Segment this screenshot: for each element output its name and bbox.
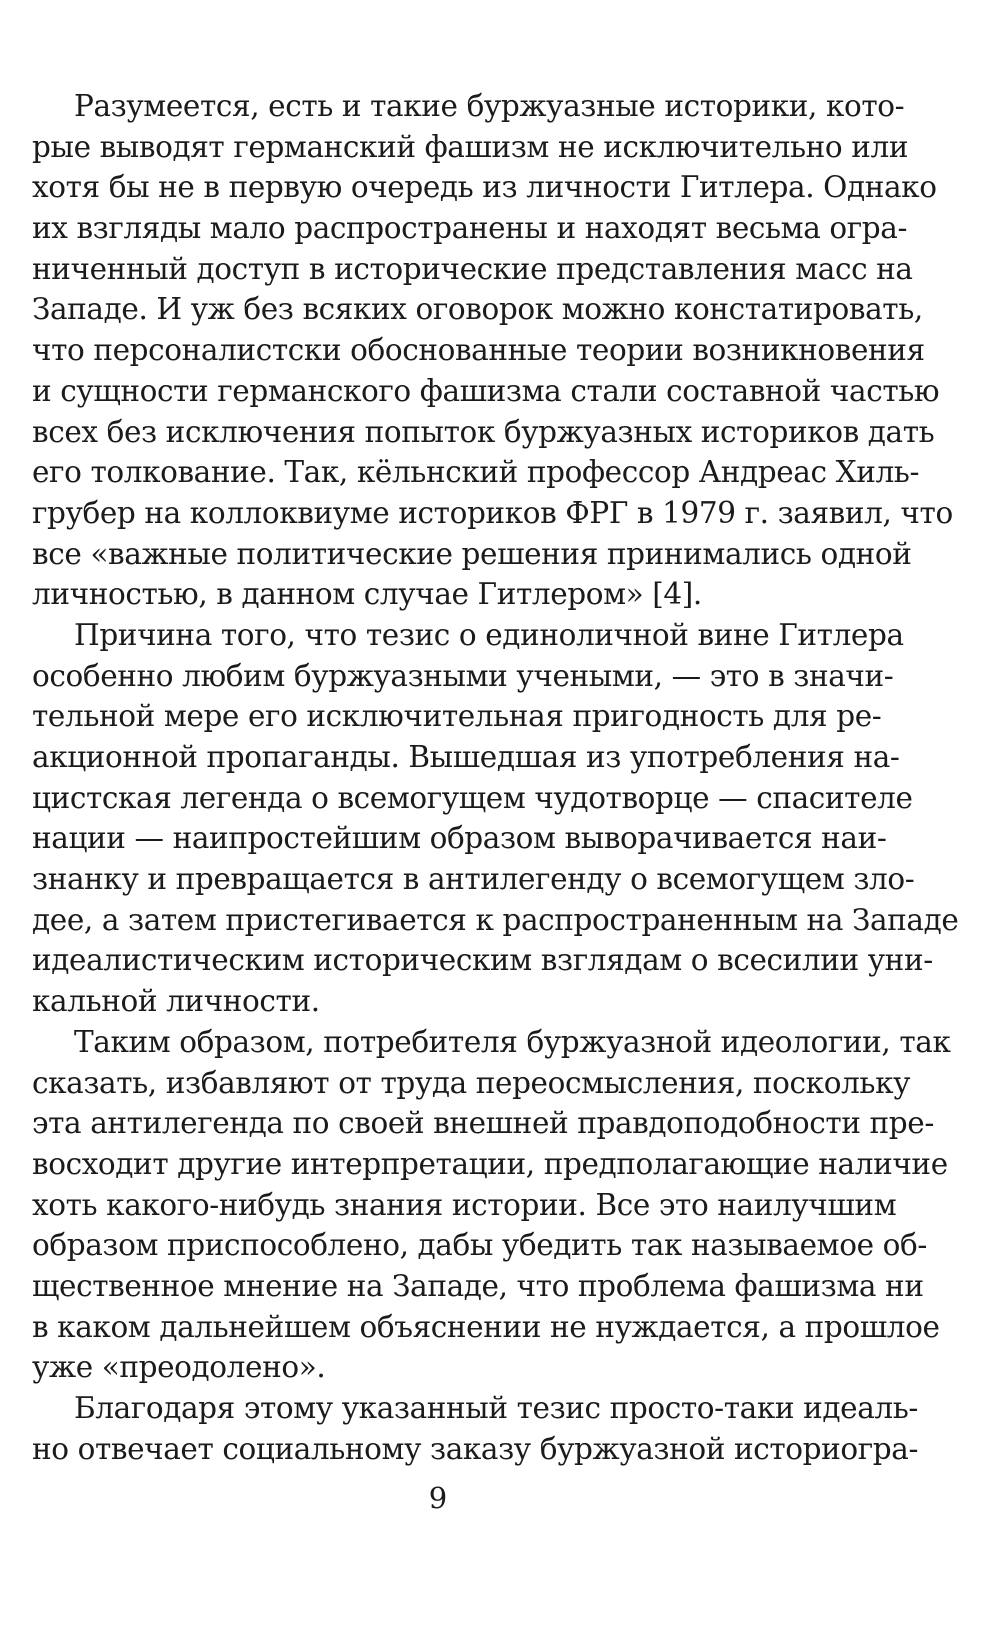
text-line: идеалистическим историческим взглядам о всесилии уни- [32, 943, 933, 978]
text-line: Разумеется, есть и такие буржуазные историки, кото- [74, 89, 905, 123]
text-line: ниченный доступ в исторические представления масс на [32, 251, 913, 286]
text-line: особенно любим буржуазными учеными, — это в значи- [32, 658, 894, 693]
text-line: Причина того, что тезис о единоличной вине Гитлера [74, 617, 904, 652]
text-line: акционной пропаганды. Вышедшая из употребления на- [32, 740, 900, 774]
text-line: кальной личности. [32, 984, 320, 1019]
text-line: что персоналистски обоснованные теории возникновения [32, 333, 925, 368]
text-line: хотя бы не в первую очередь из личности Гитлера. Однако [32, 170, 937, 205]
text-line: нации — наипростейшим образом выворачивается наи- [32, 821, 887, 856]
paragraph [32, 1022, 951, 1388]
text-line: сказать, избавляют от труда переосмысления, поскольку [32, 1065, 911, 1100]
text-line: личностью, в данном случае Гитлером» [4]. [32, 577, 702, 612]
text-line: щественное мнение на Западе, что проблема фашизма ни [32, 1268, 924, 1303]
text-line: восходит другие интерпретации, предполагающие наличие [32, 1146, 948, 1181]
paragraph [32, 615, 959, 1022]
text-line: его толкование. Так, кёльнский профессор Андреас Хиль- [32, 455, 920, 490]
body-text [32, 86, 959, 1469]
text-line: их взгляды мало распространены и находят весьма огра- [32, 211, 908, 246]
text-line: рые выводят германский фашизм не исключительно или [32, 129, 909, 164]
text-line: хоть какого-нибудь знания истории. Все это наилучшим [32, 1187, 897, 1222]
text-line: и сущности германского фашизма стали составной частью [32, 373, 940, 408]
text-line: всех без исключения попыток буржуазных историков дать [32, 414, 935, 449]
paragraph [32, 86, 953, 615]
text-line: все «важные политические решения принимались одной [32, 536, 912, 571]
text-line: грубер на коллоквиуме историков ФРГ в 1979 г. заявил, что [32, 495, 953, 530]
paragraph [32, 1388, 919, 1469]
text-line: но отвечает социальному заказу буржуазной историогра- [32, 1431, 919, 1466]
text-line: Таким образом, потребителя буржуазной идеологии, так [74, 1024, 951, 1059]
text-line: образом приспособлено, дабы убедить так называемое об- [32, 1228, 927, 1263]
text-line: дее, а затем пристегивается к распространенным на Западе [32, 902, 959, 937]
text-line: тельной мере его исключительная пригодность для ре- [32, 699, 882, 734]
text-line: цистская легенда о всемогущем чудотворце — спасителе [32, 780, 913, 815]
text-line: в каком дальнейшем объяснении не нуждается, а прошлое [32, 1309, 940, 1344]
text-line: знанку и превращается в антилегенду о всемогущем зло- [32, 862, 915, 897]
text-line: уже «преодолено». [32, 1350, 326, 1385]
text-line: Благодаря этому указанный тезис просто-таки идеаль- [74, 1391, 918, 1425]
page-number: 9 [428, 1481, 448, 1515]
text-line: Западе. И уж без всяких оговорок можно констатировать, [32, 292, 923, 327]
text-line: эта антилегенда по своей внешней правдоподобности пре- [32, 1106, 934, 1141]
